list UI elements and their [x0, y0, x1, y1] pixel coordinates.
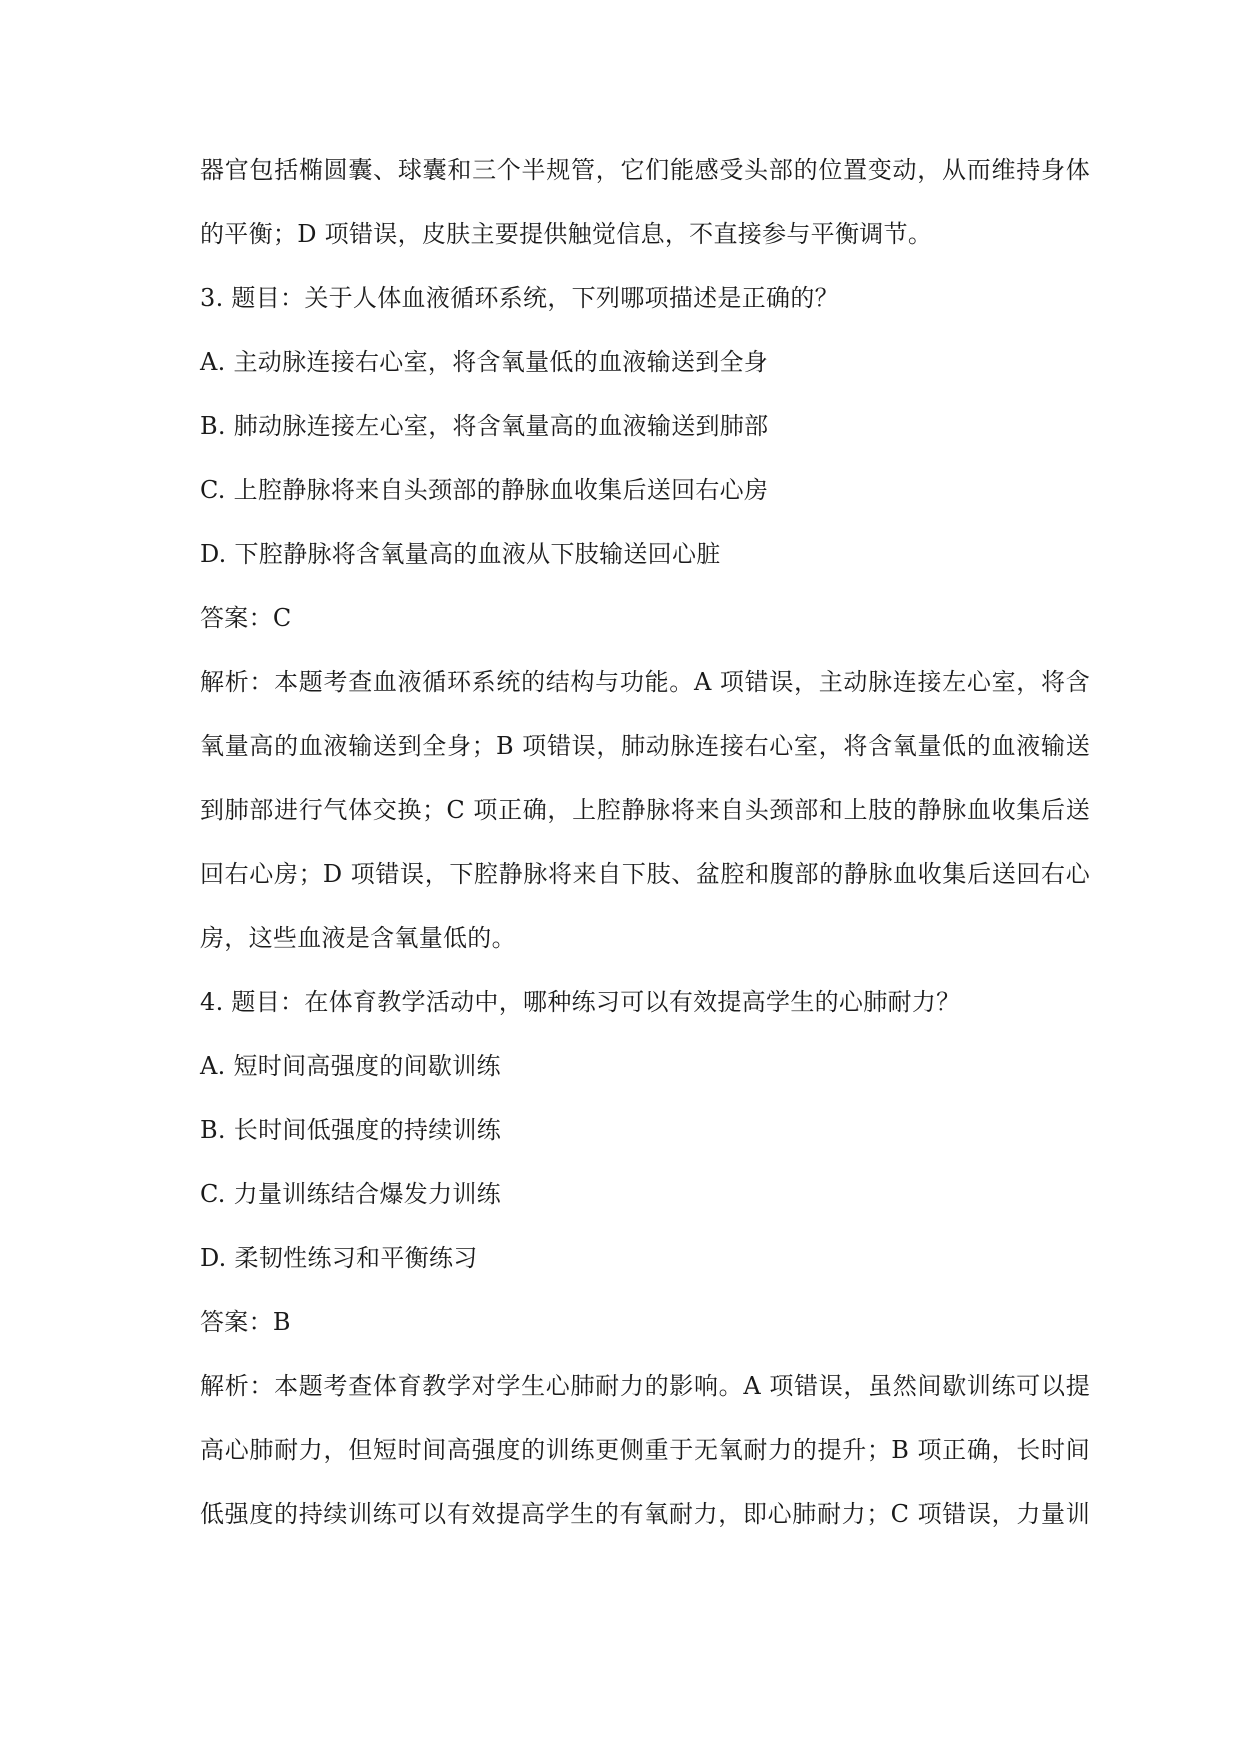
question-3-title: 3. 题目：关于人体血液循环系统，下列哪项描述是正确的？ — [200, 284, 839, 312]
question-3-explanation-line: 回右心房；D 项错误，下腔静脉将来自下肢、盆腔和腹部的静脉血收集后送回右心 — [200, 860, 1090, 888]
question-4-explanation-line: 解析：本题考查体育教学对学生心肺耐力的影响。A 项错误，虽然间歇训练可以提 — [200, 1372, 1090, 1400]
question-3-explanation-line: 解析：本题考查血液循环系统的结构与功能。A 项错误，主动脉连接左心室，将含 — [200, 668, 1090, 696]
question-4-answer: 答案：B — [200, 1308, 291, 1336]
paragraph-line: 器官包括椭圆囊、球囊和三个半规管，它们能感受头部的位置变动，从而维持身体 — [200, 156, 1090, 184]
question-3-answer: 答案：C — [200, 604, 292, 632]
document-body — [200, 138, 1090, 1546]
question-4-option-b: B. 长时间低强度的持续训练 — [200, 1116, 502, 1144]
question-3-option-b: B. 肺动脉连接左心室，将含氧量高的血液输送到肺部 — [200, 412, 769, 440]
question-4-option-d: D. 柔韧性练习和平衡练习 — [200, 1244, 478, 1272]
question-3-option-d: D. 下腔静脉将含氧量高的血液从下肢输送回心脏 — [200, 540, 721, 568]
question-4-title: 4. 题目：在体育教学活动中，哪种练习可以有效提高学生的心肺耐力？ — [200, 988, 961, 1016]
paragraph-line: 的平衡；D 项错误，皮肤主要提供触觉信息，不直接参与平衡调节。 — [200, 220, 933, 248]
question-3-explanation-line: 氧量高的血液输送到全身；B 项错误，肺动脉连接右心室，将含氧量低的血液输送 — [200, 732, 1090, 760]
question-4-explanation-line: 低强度的持续训练可以有效提高学生的有氧耐力，即心肺耐力；C 项错误，力量训 — [200, 1500, 1090, 1528]
question-4-option-a: A. 短时间高强度的间歇训练 — [200, 1052, 501, 1080]
question-3-option-a: A. 主动脉连接右心室，将含氧量低的血液输送到全身 — [200, 348, 769, 376]
question-4-option-c: C. 力量训练结合爆发力训练 — [200, 1180, 501, 1208]
question-3-explanation-line: 房，这些血液是含氧量低的。 — [200, 924, 516, 952]
question-3-explanation-line: 到肺部进行气体交换；C 项正确，上腔静脉将来自头颈部和上肢的静脉血收集后送 — [200, 796, 1090, 824]
question-4-explanation-line: 高心肺耐力，但短时间高强度的训练更侧重于无氧耐力的提升；B 项正确，长时间 — [200, 1436, 1090, 1464]
question-3-option-c: C. 上腔静脉将来自头颈部的静脉血收集后送回右心房 — [200, 476, 769, 504]
